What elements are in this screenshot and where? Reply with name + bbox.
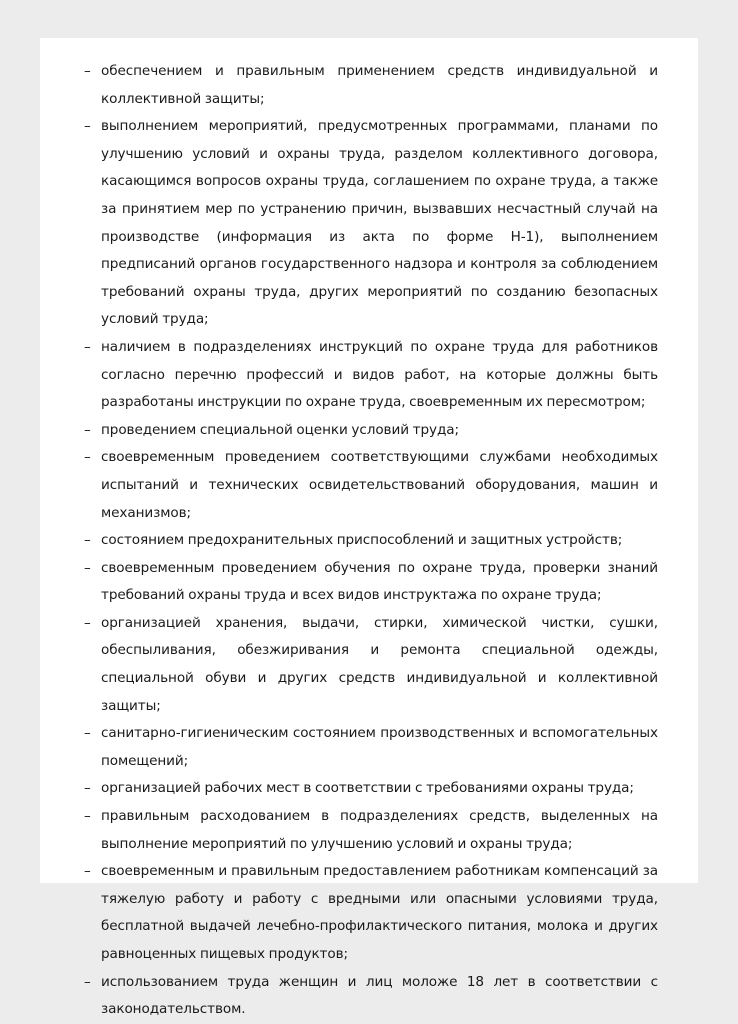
dash-marker: – — [84, 421, 91, 438]
list-item — [84, 610, 658, 720]
list-item-text: выполнением мероприятий, предусмотренных программами, планами по улучшению условий и охраны труда, разделом коллективного договора, касающимся вопросов охраны труда, соглашением по охране труда, а также за принятием мер по устранению причин, вызвавших несчастный случай на производстве (информация из акта по форме Н-1), выполнением предписаний органов государственного надзора и контроля за соблюдением требований охраны труда, других мероприятий по созданию безопасных условий труда; — [101, 118, 658, 328]
dash-marker: – — [84, 63, 91, 79]
list-item — [84, 334, 658, 417]
list-item-text: проведением специальной оценки условий труда; — [101, 421, 459, 438]
list-item — [84, 113, 658, 334]
list-item — [84, 969, 658, 1024]
dash-marker: – — [84, 559, 91, 576]
list-item-text: организацией хранения, выдачи, стирки, химической чистки, сушки, обеспыливания, обезжиривания и ремонта специальной одежды, специальной обуви и других средств индивидуальной и коллективной защиты; — [101, 614, 658, 714]
list-item-text: своевременным проведением обучения по охране труда, проверки знаний требований охраны труда и всех видов инструктажа по охране труда; — [101, 559, 658, 604]
bullet-list — [84, 58, 658, 1024]
list-item — [84, 775, 658, 803]
dash-marker: – — [84, 614, 91, 631]
list-item — [84, 417, 658, 445]
list-item-text: организацией рабочих мест в соответствии с требованиями охраны труда; — [101, 780, 634, 797]
dash-marker: – — [84, 532, 91, 549]
list-item-text: использованием труда женщин и лиц моложе 18 лет в соответствии с законодательством. — [101, 973, 658, 1018]
dash-marker: – — [84, 863, 91, 880]
dash-marker: – — [84, 725, 91, 742]
list-item-text: своевременным и правильным предоставлением работникам компенсаций за тяжелую работу и работу с вредными или опасными условиями труда, бесплатной выдачей лечебно-профилактического питания, молока и других равноценных пищевых продуктов; — [101, 863, 658, 962]
list-item — [84, 555, 658, 610]
list-item — [84, 720, 658, 775]
dash-marker: – — [84, 780, 91, 797]
document-page — [40, 38, 698, 1018]
list-item-text: правильным расходованием в подразделениях средств, выделенных на выполнение мероприятий по улучшению условий и охраны труда; — [101, 808, 658, 852]
list-item — [84, 858, 658, 968]
list-item-text: состоянием предохранительных приспособлений и защитных устройств; — [101, 532, 623, 549]
list-item — [84, 58, 658, 113]
dash-marker: – — [84, 449, 91, 466]
list-item — [84, 444, 658, 527]
dash-marker: – — [84, 808, 91, 825]
list-item — [84, 527, 658, 555]
dash-marker: – — [84, 338, 91, 355]
list-item — [84, 803, 658, 858]
list-item-text: санитарно-гигиеническим состоянием производственных и вспомогательных помещений; — [101, 725, 658, 769]
list-item-text: наличием в подразделениях инструкций по охране труда для работников согласно перечню профессий и видов работ, на которые должны быть разработаны инструкции по охране труда, своевременным их пересмотром; — [101, 338, 658, 411]
list-item-text: обеспечением и правильным применением средств индивидуальной и коллективной защиты; — [101, 63, 658, 107]
list-item-text: своевременным проведением соответствующими службами необходимых испытаний и технических освидетельствований оборудования, машин и механизмов; — [101, 449, 658, 521]
dash-marker: – — [84, 973, 91, 990]
dash-marker: – — [84, 118, 91, 135]
